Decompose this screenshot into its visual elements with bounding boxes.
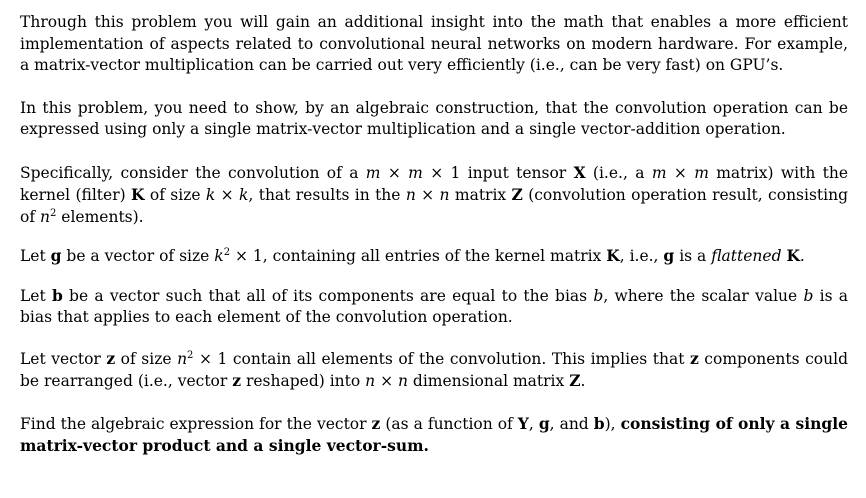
paragraph-kernel-vector: Let g be a vector of size $k^2 \times 1$, containing all entries of the kernel matrix K, i.e., g is a flattened K. [20, 246, 805, 265]
paragraph-intro: Through this problem you will gain an additional insight into the math that enables a more efficient implementation of aspects related to convolutional neural networks on modern hardware. For example, a matrix-vector multiplication can be carried out very efficiently (i.e., can be very fast) on GPU’s. [20, 13, 848, 74]
paragraph-output-vector: Let vector z of size $n^2 \times 1$ contain all elements of the convolution. This implies that z components could be rearranged (i.e., vector z reshaped) into n × n dimensional matrix Z. [20, 348, 848, 390]
requirement-text: consisting of only a single matrix-vector product and a single vector-sum. [20, 413, 848, 455]
paragraph-bias-vector: Let b be a vector such that all of its components are equal to the bias b, where the scalar value b is a bias that applies to each element of the convolution operation. [20, 285, 849, 326]
problem-statement [20, 12, 848, 458]
paragraph-task: In this problem, you need to show, by an algebraic construction, that the convolution operation can be expressed using only a single matrix-vector multiplication and a single vector-addition operation. [20, 98, 848, 138]
paragraph-setup: Specifically, consider the convolution of a m × m × 1 input tensor X (i.e., a m × m matrix) with the kernel (filter) K of size k × k, that results in the n × n matrix Z (convolution operation result, consisting of $n^2$ elements). [20, 162, 849, 226]
paragraph-question: Find the algebraic expression for the vector z (as a function of Y, g, and b), consisting of only a single matrix-vector product and a single vector-sum. [20, 413, 848, 455]
